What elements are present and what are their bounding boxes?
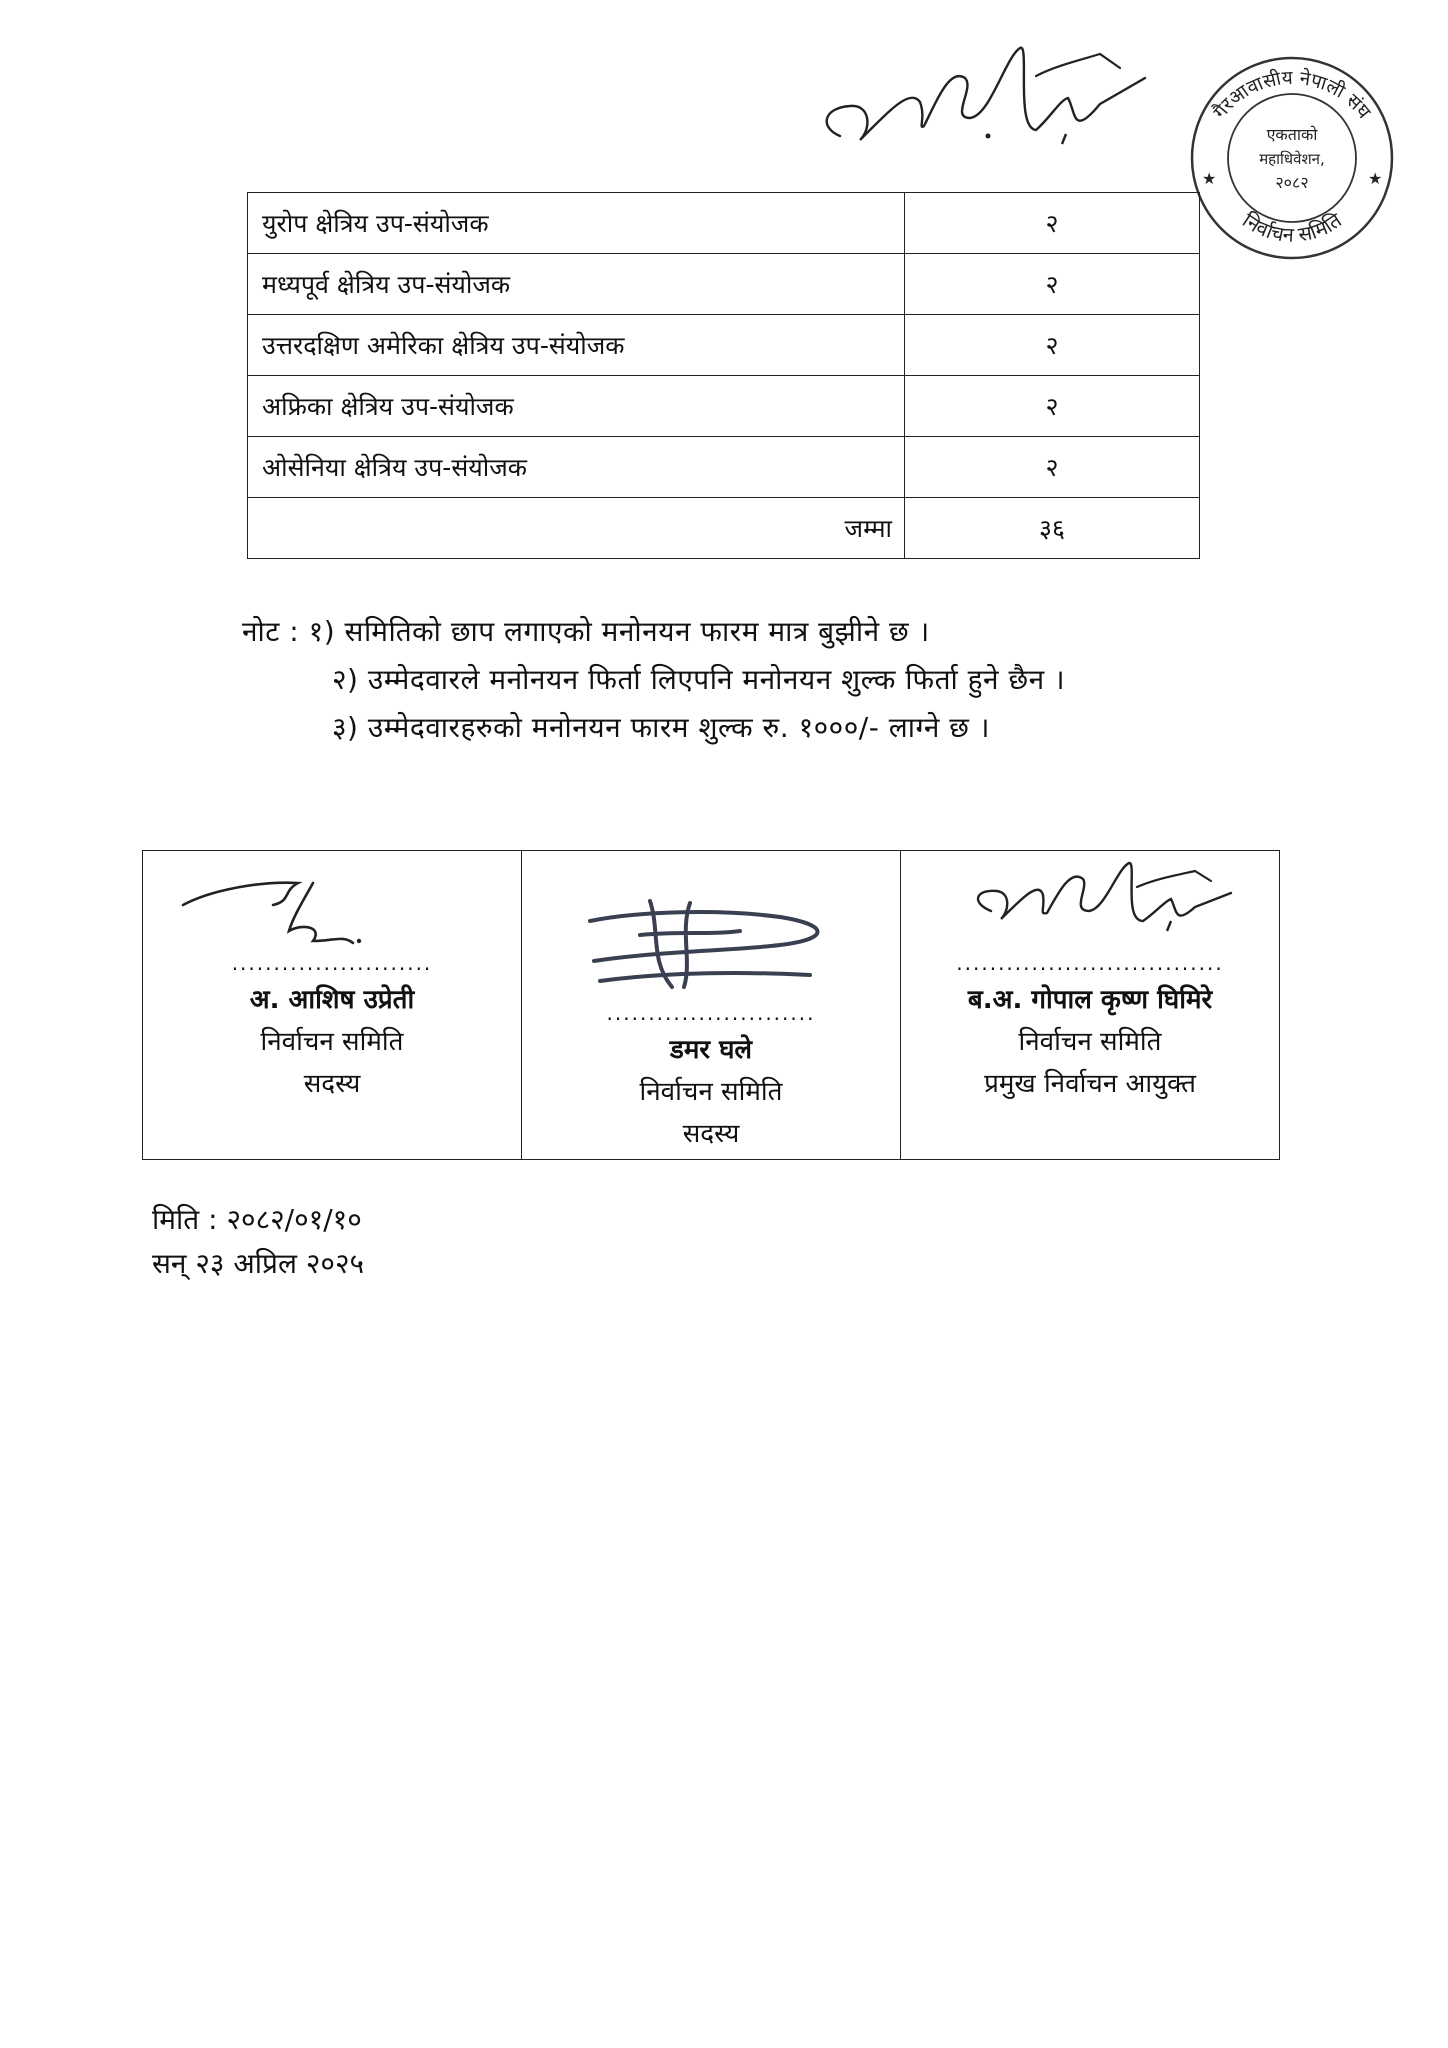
signature-line-2: ......................... bbox=[606, 1001, 816, 1025]
signature-1 bbox=[163, 861, 363, 951]
stamp-outer-top: गैरआवासीय नेपाली संघ bbox=[1208, 66, 1376, 123]
table-row bbox=[248, 254, 1200, 315]
position-title: ओसेनिया क्षेत्रिय उप-संयोजक bbox=[248, 437, 905, 498]
signatory-role-2: सदस्य bbox=[682, 1119, 740, 1149]
position-count: २ bbox=[905, 315, 1200, 376]
top-signature bbox=[800, 18, 1220, 178]
table-row bbox=[248, 437, 1200, 498]
stamp-inner-line2: महाधिवेशन, bbox=[1259, 150, 1325, 168]
position-title: मध्यपूर्व क्षेत्रिय उप-संयोजक bbox=[248, 254, 905, 315]
date-bs: मिति : २०८२/०१/१० bbox=[152, 1203, 362, 1236]
signature-line-3: ................................ bbox=[956, 951, 1224, 975]
signature-table bbox=[142, 850, 1280, 1160]
committee-stamp bbox=[1178, 52, 1406, 264]
table-total-row bbox=[248, 498, 1200, 559]
position-title: अफ्रिका क्षेत्रिय उप-संयोजक bbox=[248, 376, 905, 437]
note-1: नोट : १) समितिको छाप लगाएको मनोनयन फारम मात्र बुझीने छ । bbox=[242, 615, 930, 648]
position-title: उत्तरदक्षिण अमेरिका क्षेत्रिय उप-संयोजक bbox=[248, 315, 905, 376]
signatory-block bbox=[901, 851, 1280, 1160]
signature-line-1: ........................ bbox=[231, 951, 433, 975]
signatory-role-1: सदस्य bbox=[303, 1069, 361, 1099]
signatory-name-1: अ. आशिष उप्रेती bbox=[249, 985, 415, 1015]
stamp-star-left: ★ bbox=[1202, 169, 1217, 188]
stamp-star-right: ★ bbox=[1368, 169, 1383, 188]
signatory-committee-1: निर्वाचन समिति bbox=[260, 1027, 404, 1057]
table-row bbox=[248, 376, 1200, 437]
signature-3 bbox=[931, 851, 1261, 941]
date-ad: सन् २३ अप्रिल २०२५ bbox=[152, 1247, 365, 1280]
signatory-committee-2: निर्वाचन समिति bbox=[639, 1077, 783, 1107]
position-count: २ bbox=[905, 193, 1200, 254]
total-label: जम्मा bbox=[248, 498, 905, 559]
total-count: ३६ bbox=[905, 498, 1200, 559]
table-row bbox=[248, 315, 1200, 376]
stamp-outer-bottom: निर्वाचन समिति bbox=[1238, 207, 1346, 247]
table-row bbox=[248, 193, 1200, 254]
stamp-inner-line1: एकताको bbox=[1266, 125, 1318, 144]
stamp-inner-line3: २०८२ bbox=[1275, 173, 1309, 192]
position-count: २ bbox=[905, 437, 1200, 498]
signatory-name-2: डमर घले bbox=[669, 1035, 753, 1065]
signatory-block bbox=[143, 851, 522, 1160]
signatory-name-3: ब.अ. गोपाल कृष्ण घिमिरे bbox=[967, 985, 1213, 1015]
note-3: ३) उम्मेदवारहरुको मनोनयन फारम शुल्क रु. १०००/- लाग्ने छ । bbox=[332, 711, 990, 744]
position-title: युरोप क्षेत्रिय उप-संयोजक bbox=[248, 193, 905, 254]
signatory-block bbox=[522, 851, 901, 1160]
positions-table bbox=[247, 192, 1200, 559]
position-count: २ bbox=[905, 376, 1200, 437]
position-count: २ bbox=[905, 254, 1200, 315]
note-2: २) उम्मेदवारले मनोनयन फिर्ता लिएपनि मनोनयन शुल्क फिर्ता हुने छैन । bbox=[332, 663, 1066, 696]
signatory-committee-3: निर्वाचन समिति bbox=[1018, 1027, 1162, 1057]
signatory-role-3: प्रमुख निर्वाचन आयुक्त bbox=[984, 1069, 1196, 1099]
signature-2 bbox=[580, 891, 840, 991]
